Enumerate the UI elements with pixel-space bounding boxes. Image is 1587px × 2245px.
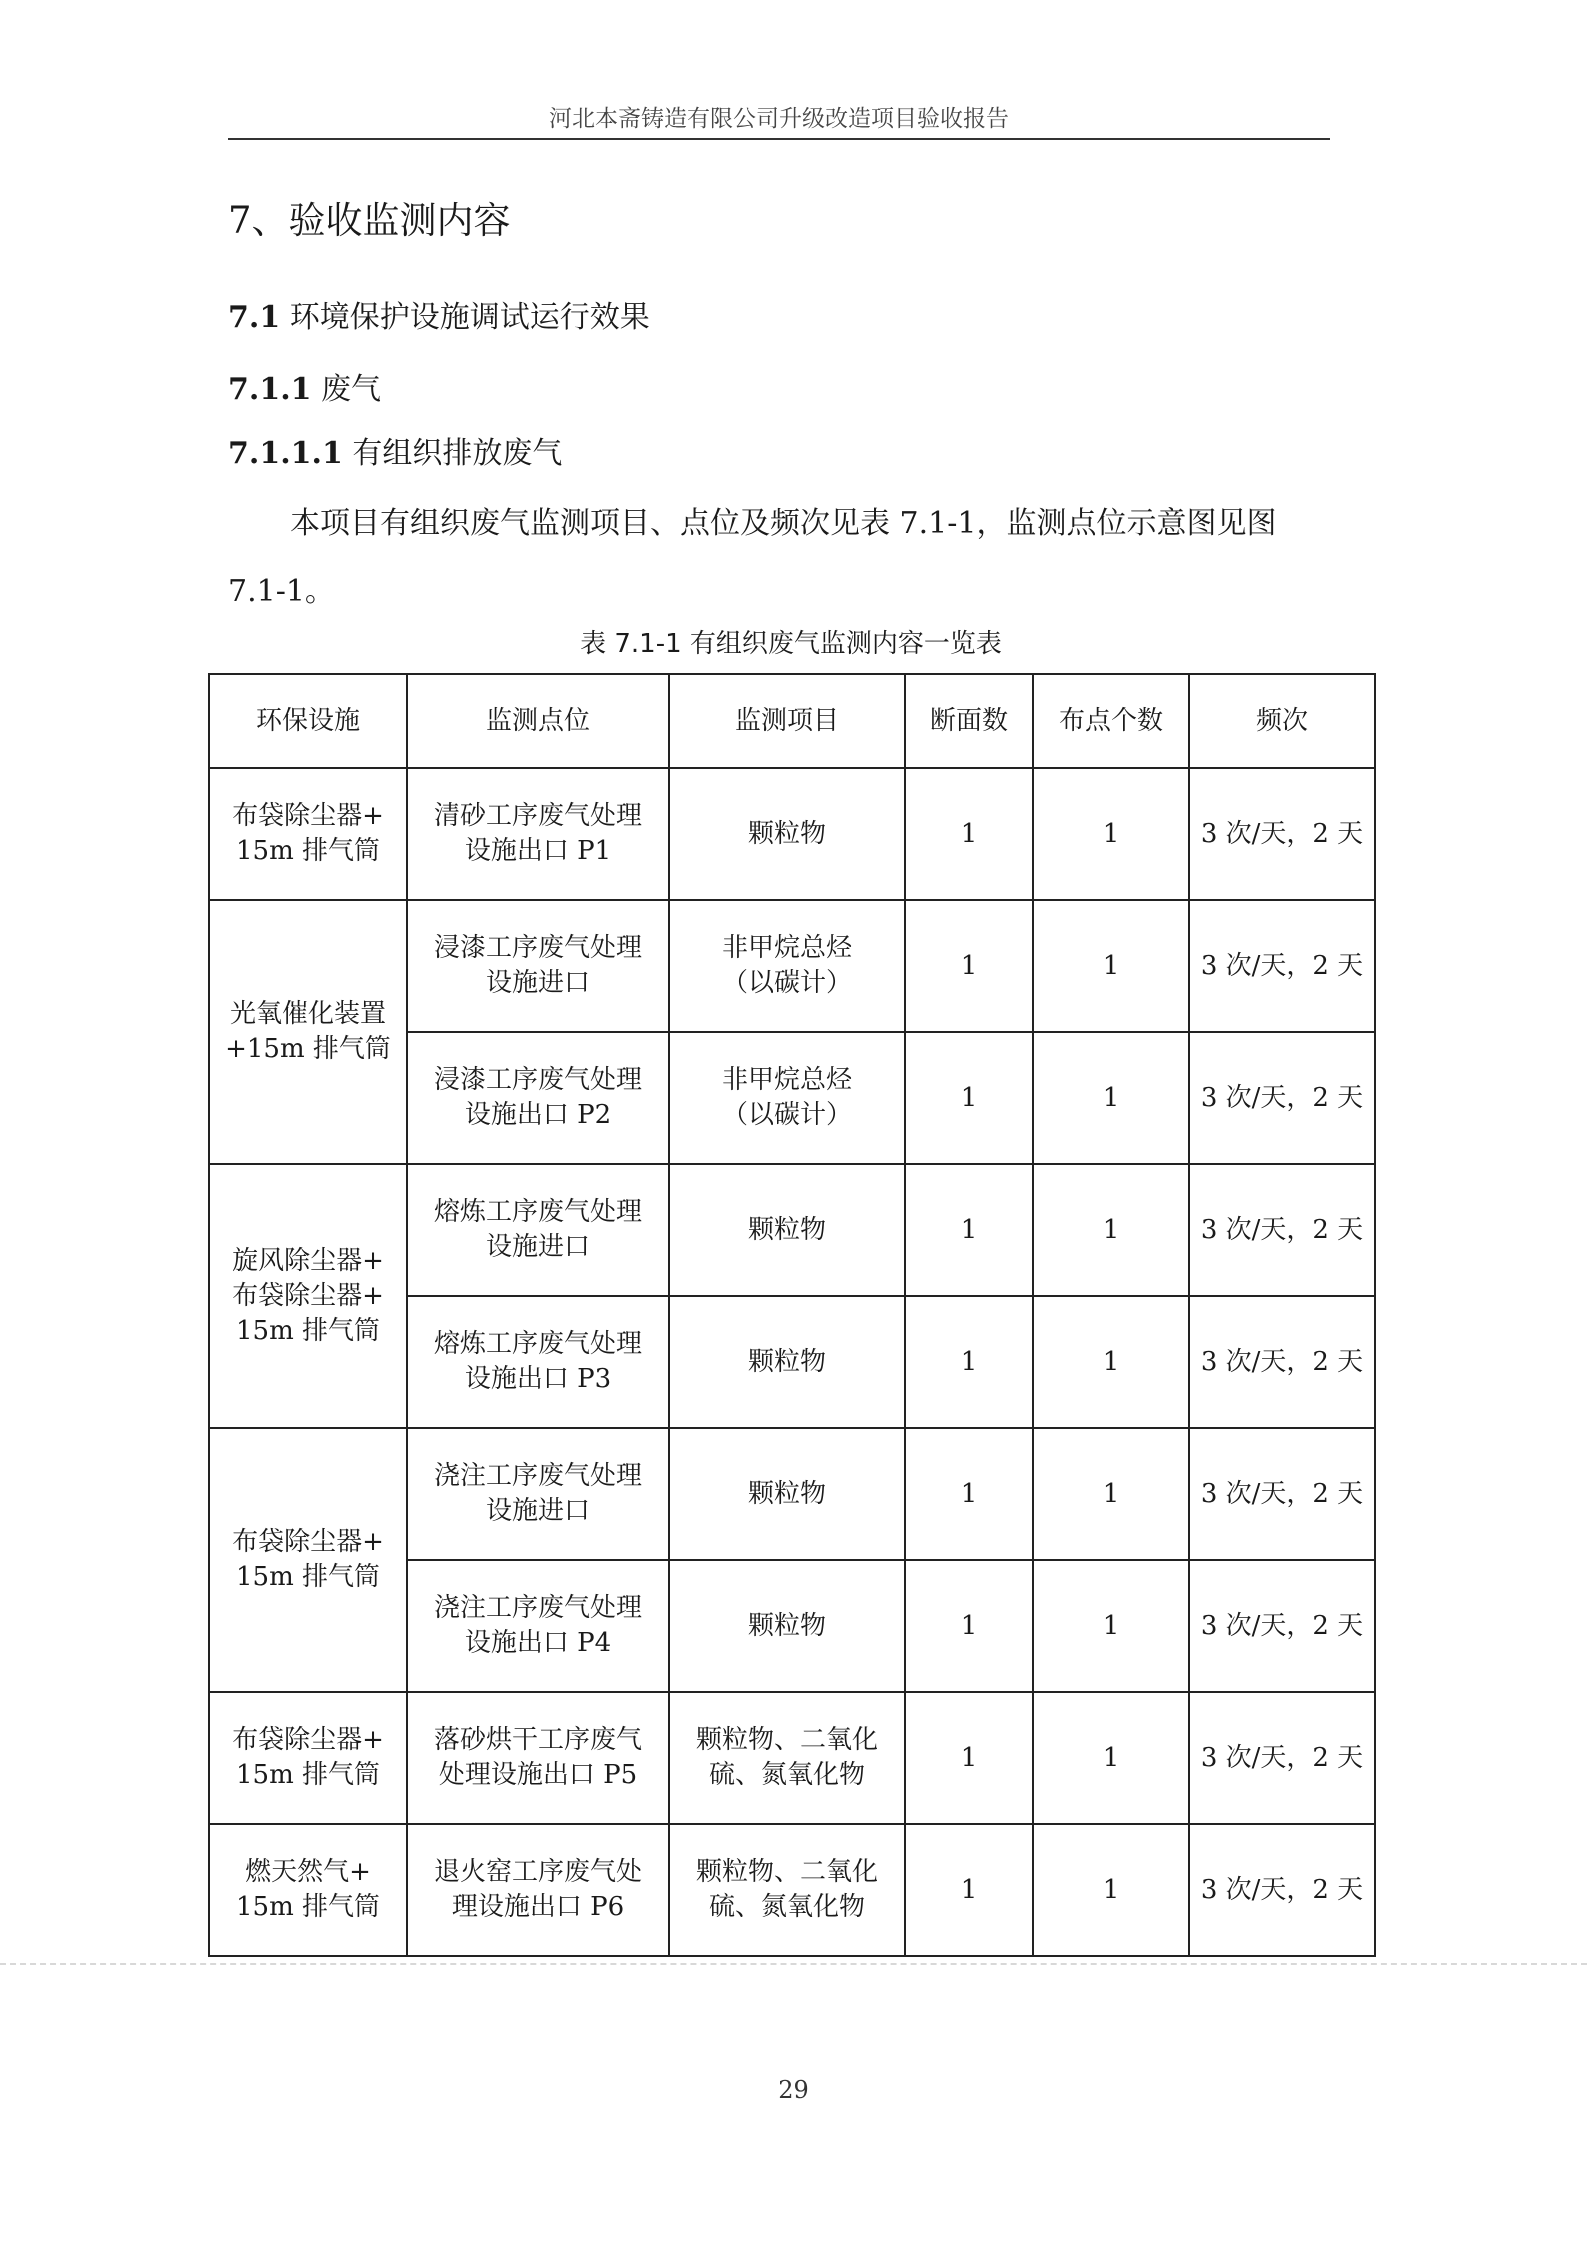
frequency-cell: 3 次/天，2 天 bbox=[1189, 1164, 1375, 1296]
table-row bbox=[209, 1692, 1375, 1824]
sections-cell: 1 bbox=[905, 1824, 1033, 1956]
point-cell: 浸漆工序废气处理 设施进口 bbox=[407, 900, 669, 1032]
sub-sub-subsection-number: 7.1.1.1 bbox=[228, 436, 343, 471]
points-cell: 1 bbox=[1033, 1428, 1189, 1560]
subsection-title: 环境保护设施调试运行效果 bbox=[280, 300, 650, 335]
points-cell: 1 bbox=[1033, 768, 1189, 900]
point-cell: 退火窑工序废气处 理设施出口 P6 bbox=[407, 1824, 669, 1956]
point-cell: 浇注工序废气处理 设施出口 P4 bbox=[407, 1560, 669, 1692]
facility-cell: 布袋除尘器+ 15m 排气筒 bbox=[209, 1692, 407, 1824]
page-divider bbox=[0, 1963, 1587, 1965]
page-number: 29 bbox=[778, 2076, 809, 2104]
frequency-cell: 3 次/天，2 天 bbox=[1189, 1692, 1375, 1824]
table-header-row bbox=[209, 674, 1375, 768]
points-cell: 1 bbox=[1033, 1296, 1189, 1428]
sub-sub-subsection-heading bbox=[228, 432, 562, 476]
facility-cell: 布袋除尘器+ 15m 排气筒 bbox=[209, 1428, 407, 1692]
frequency-cell: 3 次/天，2 天 bbox=[1189, 768, 1375, 900]
points-cell: 1 bbox=[1033, 1164, 1189, 1296]
point-cell: 落砂烘干工序废气 处理设施出口 P5 bbox=[407, 1692, 669, 1824]
frequency-cell: 3 次/天，2 天 bbox=[1189, 1032, 1375, 1164]
item-cell: 非甲烷总烃 （以碳计） bbox=[669, 1032, 905, 1164]
item-cell: 非甲烷总烃 （以碳计） bbox=[669, 900, 905, 1032]
subsection-number: 7.1 bbox=[228, 300, 281, 335]
point-cell: 浇注工序废气处理 设施进口 bbox=[407, 1428, 669, 1560]
points-cell: 1 bbox=[1033, 1032, 1189, 1164]
table-row bbox=[209, 1428, 1375, 1560]
sections-cell: 1 bbox=[905, 1428, 1033, 1560]
col-header: 频次 bbox=[1189, 674, 1375, 768]
sections-cell: 1 bbox=[905, 1032, 1033, 1164]
subsection-heading bbox=[228, 296, 650, 340]
item-cell: 颗粒物 bbox=[669, 1428, 905, 1560]
sections-cell: 1 bbox=[905, 1692, 1033, 1824]
monitoring-table bbox=[208, 673, 1376, 1957]
frequency-cell: 3 次/天，2 天 bbox=[1189, 900, 1375, 1032]
sections-cell: 1 bbox=[905, 1296, 1033, 1428]
sections-cell: 1 bbox=[905, 768, 1033, 900]
points-cell: 1 bbox=[1033, 1560, 1189, 1692]
point-cell: 熔炼工序废气处理 设施进口 bbox=[407, 1164, 669, 1296]
facility-cell: 旋风除尘器+ 布袋除尘器+ 15m 排气筒 bbox=[209, 1164, 407, 1428]
section-heading: 7、验收监测内容 bbox=[228, 199, 511, 242]
item-cell: 颗粒物 bbox=[669, 1560, 905, 1692]
frequency-cell: 3 次/天，2 天 bbox=[1189, 1824, 1375, 1956]
point-cell: 浸漆工序废气处理 设施出口 P2 bbox=[407, 1032, 669, 1164]
points-cell: 1 bbox=[1033, 1824, 1189, 1956]
facility-cell: 布袋除尘器+ 15m 排气筒 bbox=[209, 768, 407, 900]
sections-cell: 1 bbox=[905, 900, 1033, 1032]
col-header: 监测项目 bbox=[669, 674, 905, 768]
page-header: 河北本斋铸造有限公司升级改造项目验收报告 bbox=[228, 100, 1330, 140]
col-header: 布点个数 bbox=[1033, 674, 1189, 768]
points-cell: 1 bbox=[1033, 900, 1189, 1032]
col-header: 监测点位 bbox=[407, 674, 669, 768]
sub-subsection-number: 7.1.1 bbox=[228, 372, 312, 407]
col-header: 断面数 bbox=[905, 674, 1033, 768]
points-cell: 1 bbox=[1033, 1692, 1189, 1824]
table-row bbox=[209, 900, 1375, 1032]
item-cell: 颗粒物 bbox=[669, 1164, 905, 1296]
table-caption: 表 7.1-1 有组织废气监测内容一览表 bbox=[580, 629, 1002, 659]
frequency-cell: 3 次/天，2 天 bbox=[1189, 1428, 1375, 1560]
table-row bbox=[209, 1824, 1375, 1956]
table-row bbox=[209, 1164, 1375, 1296]
col-header: 环保设施 bbox=[209, 674, 407, 768]
item-cell: 颗粒物 bbox=[669, 768, 905, 900]
sub-subsection-title: 废气 bbox=[311, 372, 382, 407]
sections-cell: 1 bbox=[905, 1164, 1033, 1296]
table-row bbox=[209, 768, 1375, 900]
body-paragraph: 本项目有组织废气监测项目、点位及频次见表 7.1-1，监测点位示意图见图 7.1-1。 bbox=[228, 506, 1277, 609]
facility-cell: 燃天然气+ 15m 排气筒 bbox=[209, 1824, 407, 1956]
frequency-cell: 3 次/天，2 天 bbox=[1189, 1560, 1375, 1692]
sub-subsection-heading bbox=[228, 368, 381, 412]
point-cell: 熔炼工序废气处理 设施出口 P3 bbox=[407, 1296, 669, 1428]
item-cell: 颗粒物 bbox=[669, 1296, 905, 1428]
point-cell: 清砂工序废气处理 设施出口 P1 bbox=[407, 768, 669, 900]
sections-cell: 1 bbox=[905, 1560, 1033, 1692]
item-cell: 颗粒物、二氧化 硫、氮氧化物 bbox=[669, 1692, 905, 1824]
frequency-cell: 3 次/天，2 天 bbox=[1189, 1296, 1375, 1428]
facility-cell: 光氧催化装置 +15m 排气筒 bbox=[209, 900, 407, 1164]
sub-sub-subsection-title: 有组织排放废气 bbox=[342, 436, 563, 471]
item-cell: 颗粒物、二氧化 硫、氮氧化物 bbox=[669, 1824, 905, 1956]
